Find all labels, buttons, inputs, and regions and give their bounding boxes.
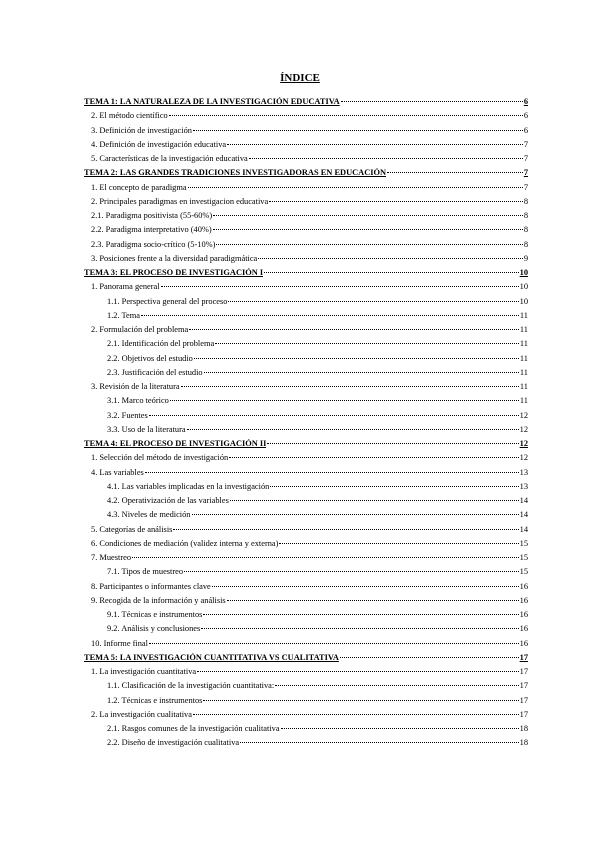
toc-page-number: 11 xyxy=(519,325,528,334)
toc-entry[interactable] xyxy=(84,311,528,325)
toc-entry-label: 4.2. Operativización de las variables xyxy=(107,496,229,505)
toc-dot-leader xyxy=(188,187,523,188)
toc-page-number: 9 xyxy=(523,253,528,263)
toc-entry-label: 4.3. Niveles de medición xyxy=(107,510,191,520)
toc-page-number: 11 xyxy=(519,396,528,406)
toc-entry[interactable] xyxy=(84,339,528,353)
toc-entry-label: 7. Muestreo xyxy=(91,553,132,562)
toc-dot-leader xyxy=(215,343,519,344)
toc-entry-label: TEMA 3: EL PROCESO DE INVESTIGACIÓN I xyxy=(84,268,264,277)
toc-chapter-entry[interactable] xyxy=(84,97,528,111)
toc-chapter-entry[interactable] xyxy=(84,168,528,182)
toc-entry-label: 2.1. Rasgos comunes de la investigación cualitativa xyxy=(107,724,280,733)
toc-entry-label: 1. El concepto de paradigma xyxy=(91,182,187,192)
toc-entry[interactable] xyxy=(84,667,528,681)
toc-page-number: 6 xyxy=(523,111,528,121)
toc-page-number: 15 xyxy=(519,567,528,577)
toc-dot-leader xyxy=(340,657,519,658)
toc-entry-label: 3. Revisión de la literatura xyxy=(91,382,180,391)
toc-entry[interactable] xyxy=(84,140,528,154)
toc-page-number: 11 xyxy=(519,310,528,320)
toc-dot-leader xyxy=(341,101,523,102)
toc-page-number: 13 xyxy=(519,467,528,477)
toc-dot-leader xyxy=(269,201,523,202)
toc-entry[interactable] xyxy=(84,126,528,140)
toc-entry[interactable] xyxy=(84,639,528,653)
toc-page-number: 17 xyxy=(519,709,528,719)
toc-entry[interactable] xyxy=(84,282,528,296)
toc-dot-leader xyxy=(132,557,519,558)
toc-dot-leader xyxy=(145,472,519,473)
toc-entry[interactable] xyxy=(84,468,528,482)
toc-entry-label: 1.1. Clasificación de la investigación cuantitativa: xyxy=(107,681,275,691)
toc-entry-label: 1.2. Tema xyxy=(107,310,140,320)
toc-dot-leader xyxy=(240,742,519,743)
toc-dot-leader xyxy=(204,372,519,373)
toc-page-number: 16 xyxy=(519,638,528,648)
toc-entry-label: 3.2. Fuentes xyxy=(107,410,148,420)
toc-entry[interactable] xyxy=(84,425,528,439)
toc-entry[interactable] xyxy=(84,183,528,197)
toc-page-number: 15 xyxy=(519,538,528,548)
toc-entry-label: 1.1. Perspectiva general del proceso xyxy=(107,296,228,306)
toc-page-number: 17 xyxy=(519,667,528,676)
toc-page-number: 7 xyxy=(523,168,528,178)
toc-entry-label: 2. El método científico xyxy=(91,111,168,121)
toc-entry-label: 2.1. Identificación del problema xyxy=(107,339,215,349)
toc-dot-leader xyxy=(227,600,519,601)
toc-entry-label: 5. Características de la investigación educativa xyxy=(91,154,248,163)
toc-page-number: 7 xyxy=(523,154,528,163)
toc-page-number: 12 xyxy=(519,453,528,463)
toc-dot-leader xyxy=(201,628,518,629)
toc-dot-leader xyxy=(203,700,518,701)
toc-dot-leader xyxy=(187,429,519,430)
toc-entry-label: 3. Definición de investigación xyxy=(91,125,192,135)
toc-entry-label: 9. Recogida de la información y análisis xyxy=(91,595,226,605)
toc-dot-leader xyxy=(230,500,519,501)
toc-entry[interactable] xyxy=(84,382,528,396)
toc-entry[interactable] xyxy=(84,211,528,225)
toc-page-number: 10 xyxy=(519,282,528,292)
toc-entry[interactable] xyxy=(84,111,528,125)
toc-entry[interactable] xyxy=(84,368,528,382)
toc-entry-label: 4. Las variables xyxy=(91,467,144,477)
toc-entry[interactable] xyxy=(84,624,528,638)
toc-entry[interactable] xyxy=(84,539,528,553)
toc-entry[interactable] xyxy=(84,325,528,339)
toc-page-number: 6 xyxy=(523,97,528,106)
toc-dot-leader xyxy=(258,258,523,259)
toc-entry-label: 4.1. Las variables implicadas en la investigación xyxy=(107,481,270,491)
toc-dot-leader xyxy=(275,685,518,686)
toc-dot-leader xyxy=(193,130,523,131)
toc-page-number: 8 xyxy=(523,239,528,249)
toc-page-number: 18 xyxy=(519,738,528,748)
toc-chapter-entry[interactable] xyxy=(84,439,528,453)
toc-entry-label: 7.1. Tipos de muestreo xyxy=(107,567,184,577)
toc-entry-label: 1.2. Técnicas e instrumentos xyxy=(107,695,203,705)
toc-page-number: 14 xyxy=(519,510,528,520)
toc-page-number: 11 xyxy=(519,367,528,377)
toc-entry[interactable] xyxy=(84,710,528,724)
toc-entry[interactable] xyxy=(84,724,528,738)
toc-page-number: 14 xyxy=(519,524,528,534)
toc-dot-leader xyxy=(387,172,523,173)
toc-entry[interactable] xyxy=(84,738,528,752)
toc-dot-leader xyxy=(267,443,518,444)
toc-page-number: 16 xyxy=(519,581,528,591)
toc-dot-leader xyxy=(194,358,519,359)
toc-page-number: 11 xyxy=(519,339,528,349)
toc-entry[interactable] xyxy=(84,582,528,596)
toc-dot-leader xyxy=(161,286,519,287)
toc-entry-label: 2.2. Diseño de investigación cualitativa xyxy=(107,738,240,748)
toc-page-number: 12 xyxy=(519,424,528,434)
toc-entry[interactable] xyxy=(84,411,528,425)
toc-entry[interactable] xyxy=(84,354,528,368)
toc-entry[interactable] xyxy=(84,681,528,695)
toc-page-number: 11 xyxy=(519,353,528,363)
toc-dot-leader xyxy=(270,486,518,487)
toc-entry-label: 2.3. Justificación del estudio xyxy=(107,367,203,377)
toc-entry[interactable] xyxy=(84,225,528,239)
toc-page-number: 18 xyxy=(519,724,528,733)
toc-page-number: 7 xyxy=(523,139,528,149)
toc-page-number: 10 xyxy=(519,296,528,306)
toc-entry-label: TEMA 1: LA NATURALEZA DE LA INVESTIGACIÓN EDUCATIVA xyxy=(84,97,340,106)
toc-entry-label: 5. Categorías de análisis xyxy=(91,524,173,534)
toc-page-number: 8 xyxy=(523,225,528,235)
toc-dot-leader xyxy=(281,728,519,729)
toc-page-number: 8 xyxy=(523,196,528,206)
toc-entry-label: 9.1. Técnicas e instrumentos xyxy=(107,610,203,619)
toc-dot-leader xyxy=(227,144,523,145)
toc-entry-label: TEMA 2: LAS GRANDES TRADICIONES INVESTIGADORAS EN EDUCACIÓN xyxy=(84,168,387,178)
toc-dot-leader xyxy=(197,671,519,672)
toc-entry[interactable] xyxy=(84,453,528,467)
toc-entry-label: 10. Informe final xyxy=(91,638,148,648)
toc-entry[interactable] xyxy=(84,154,528,168)
toc-entry-label: TEMA 4: EL PROCESO DE INVESTIGACIÓN II xyxy=(84,439,267,448)
toc-page-number: 10 xyxy=(519,268,528,277)
toc-dot-leader xyxy=(192,514,519,515)
toc-page-number: 17 xyxy=(519,652,528,662)
toc-entry-label: 2.2. Paradigma interpretativo (40%) xyxy=(91,225,212,235)
toc-page-number: 12 xyxy=(519,410,528,420)
toc-entry[interactable] xyxy=(84,254,528,268)
toc-entry[interactable] xyxy=(84,525,528,539)
toc-page-number: 16 xyxy=(519,610,528,619)
toc-entry-label: TEMA 5: LA INVESTIGACIÓN CUANTITATIVA VS CUALITATIVA xyxy=(84,652,339,662)
toc-dot-leader xyxy=(173,529,518,530)
toc-entry-label: 1. Selección del método de investigación xyxy=(91,453,229,463)
toc-dot-leader xyxy=(203,614,518,615)
toc-entry-label: 1. Panorama general xyxy=(91,282,160,292)
toc-entry-label: 6. Condiciones de mediación (validez interna y externa) xyxy=(91,538,279,548)
toc-entry[interactable] xyxy=(84,610,528,624)
toc-entry-label: 2.1. Paradigma positivista (55-60%) xyxy=(91,211,213,220)
toc-page-number: 12 xyxy=(519,439,528,448)
toc-entry[interactable] xyxy=(84,297,528,311)
toc-entry-label: 3.1. Marco teórico xyxy=(107,396,169,406)
toc-dot-leader xyxy=(264,272,518,273)
toc-dot-leader xyxy=(212,586,519,587)
toc-entry[interactable] xyxy=(84,396,528,410)
toc-dot-leader xyxy=(169,115,523,116)
toc-entry[interactable] xyxy=(84,496,528,510)
toc-chapter-entry[interactable] xyxy=(84,268,528,282)
toc-dot-leader xyxy=(141,315,519,316)
toc-entry-label: 9.2. Análisis y conclusiones xyxy=(107,624,201,634)
toc-entry-label: 1. La investigación cuantitativa xyxy=(91,667,197,676)
toc-entry[interactable] xyxy=(84,567,528,581)
toc-page-number: 6 xyxy=(523,125,528,135)
toc-dot-leader xyxy=(279,543,518,544)
index-title: ÍNDICE xyxy=(280,72,320,84)
toc-entry-label: 2. La investigación cualitativa xyxy=(91,709,192,719)
toc-page-number: 11 xyxy=(519,382,528,391)
toc-page-number: 17 xyxy=(519,681,528,691)
toc-page-number: 7 xyxy=(523,182,528,192)
toc-entry[interactable] xyxy=(84,510,528,524)
toc-dot-leader xyxy=(249,158,523,159)
toc-dot-leader xyxy=(149,643,519,644)
toc-entry-label: 4. Definición de investigación educativa xyxy=(91,139,227,149)
toc-entry[interactable] xyxy=(84,482,528,496)
toc-chapter-entry[interactable] xyxy=(84,653,528,667)
toc-entry-label: 2. Formulación del problema xyxy=(91,325,189,334)
toc-page-number: 17 xyxy=(519,695,528,705)
table-of-contents xyxy=(84,97,528,753)
toc-entry-label: 8. Participantes o informantes clave xyxy=(91,581,211,591)
toc-page-number: 14 xyxy=(519,496,528,505)
toc-page-number: 15 xyxy=(519,553,528,562)
toc-page-number: 8 xyxy=(523,211,528,220)
toc-page-number: 16 xyxy=(519,595,528,605)
toc-entry[interactable] xyxy=(84,696,528,710)
toc-dot-leader xyxy=(181,386,519,387)
toc-entry-label: 2.3. Paradigma socio-crítico (5-10%) xyxy=(91,239,216,249)
toc-entry[interactable] xyxy=(84,197,528,211)
toc-entry[interactable] xyxy=(84,596,528,610)
toc-entry-label: 2.2. Objetivos del estudio xyxy=(107,353,193,363)
toc-entry-label: 2. Principales paradigmas en investigacion educativa xyxy=(91,196,269,206)
toc-entry-label: 3.3. Uso de la literatura xyxy=(107,424,186,434)
toc-dot-leader xyxy=(170,400,519,401)
toc-dot-leader xyxy=(149,415,519,416)
toc-entry-label: 3. Posiciones frente a la diversidad paradigmática xyxy=(91,253,258,263)
toc-dot-leader xyxy=(189,329,519,330)
toc-entry[interactable] xyxy=(84,553,528,567)
toc-dot-leader xyxy=(193,714,519,715)
toc-dot-leader xyxy=(228,301,518,302)
toc-dot-leader xyxy=(229,457,518,458)
toc-page-number: 13 xyxy=(519,481,528,491)
toc-entry[interactable] xyxy=(84,240,528,254)
toc-page-number: 16 xyxy=(519,624,528,634)
toc-dot-leader xyxy=(184,571,519,572)
toc-dot-leader xyxy=(213,229,523,230)
toc-dot-leader xyxy=(213,215,523,216)
toc-dot-leader xyxy=(216,244,522,245)
